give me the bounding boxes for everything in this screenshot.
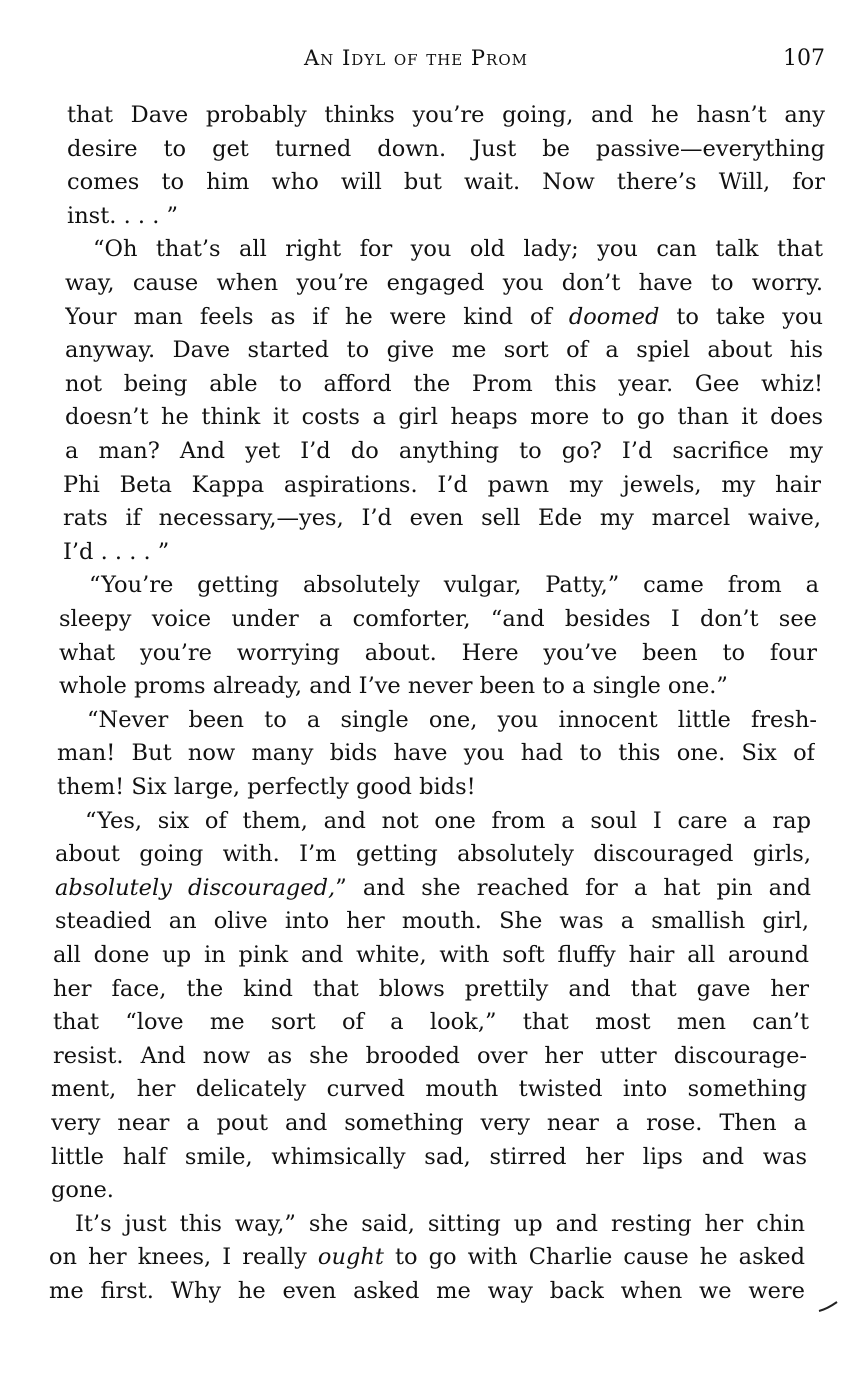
text-line: not being able to afford the Prom this year. Gee whiz! [65, 370, 823, 397]
text-line: anyway. Dave started to give me sort of a spiel about his [65, 337, 823, 364]
text-line: steadied an olive into her mouth. She was a smallish girl, [55, 908, 809, 935]
text-line: them! Six large, perfectly good bids! [57, 774, 476, 800]
text-line: whole proms already, and I’ve never been to a single one.” [59, 673, 728, 700]
text-line: “You’re getting absolutely vulgar, Patty,” came from a [89, 572, 819, 599]
text-line: way, cause when you’re engaged you don’t have to worry. [65, 270, 823, 296]
text-line: rats if necessary,—yes, I’d even sell Ede my marcel waive, [63, 505, 821, 532]
text-line: her face, the kind that blows prettily and that gave her [53, 975, 809, 1002]
text-line: It’s just this way,” she said, sitting up and resting her chin [75, 1210, 805, 1237]
emphasized-word: doomed [568, 303, 660, 330]
text-line: desire to get turned down. Just be passive—everything [67, 135, 825, 162]
running-title: An Idyl of the Prom [304, 46, 528, 70]
text-line: a man? And yet I’d do anything to go? I’d sacrifice my [65, 438, 823, 464]
text-line: gone. [51, 1177, 114, 1204]
text-line: I’d . . . . ” [63, 538, 170, 565]
text-line: sleepy voice under a comforter, “and besides I don’t see [59, 606, 817, 632]
text-line: man! But now many bids have you had to this one. Six of [57, 740, 815, 767]
text-line: what you’re worrying about. Here you’ve been to four [59, 639, 817, 666]
text-line: me first. Why he even asked me way back when we were [49, 1278, 805, 1304]
text-line: Your man feels as if he were kind of doomed to take you [65, 303, 823, 330]
text-line: resist. And now as she brooded over her utter discourage- [53, 1042, 807, 1069]
emphasized-word: absolutely discouraged, [55, 874, 336, 901]
text-line: comes to him who will but wait. Now there’s Will, for [67, 169, 825, 196]
text-line: “Never been to a single one, you innocent little fresh- [87, 706, 817, 733]
text-line: all done up in pink and white, with soft fluffy hair all around [53, 942, 809, 968]
text-line: inst. . . . ” [67, 202, 178, 229]
text-line: that Dave probably thinks you’re going, and he hasn’t any [67, 102, 825, 128]
emphasized-word: ought [317, 1244, 384, 1271]
text-line: very near a pout and something very near a rose. Then a [51, 1110, 807, 1136]
ink-mark-icon [818, 1300, 838, 1314]
text-line: little half smile, whimsically sad, stirred her lips and was [51, 1143, 807, 1170]
text-line: Phi Beta Kappa aspirations. I’d pawn my jewels, my hair [63, 471, 821, 498]
text-line: “Yes, six of them, and not one from a soul I care a rap [85, 807, 811, 834]
text-line: “Oh that’s all right for you old lady; you can talk that [93, 236, 823, 263]
text-line: that “love me sort of a look,” that most men can’t [53, 1009, 809, 1036]
running-head [0, 42, 857, 82]
text-line: doesn’t he think it costs a girl heaps more to go than it does [65, 404, 823, 431]
text-line: about going with. I’m getting absolutely discouraged girls, [55, 841, 811, 868]
text-line: absolutely discouraged,” and she reached for a hat pin and [55, 874, 811, 901]
text-line: on her knees, I really ought to go with Charlie cause he asked [49, 1244, 805, 1271]
text-line: ment, her delicately curved mouth twisted into something [51, 1076, 807, 1103]
page-number: 107 [783, 46, 825, 71]
